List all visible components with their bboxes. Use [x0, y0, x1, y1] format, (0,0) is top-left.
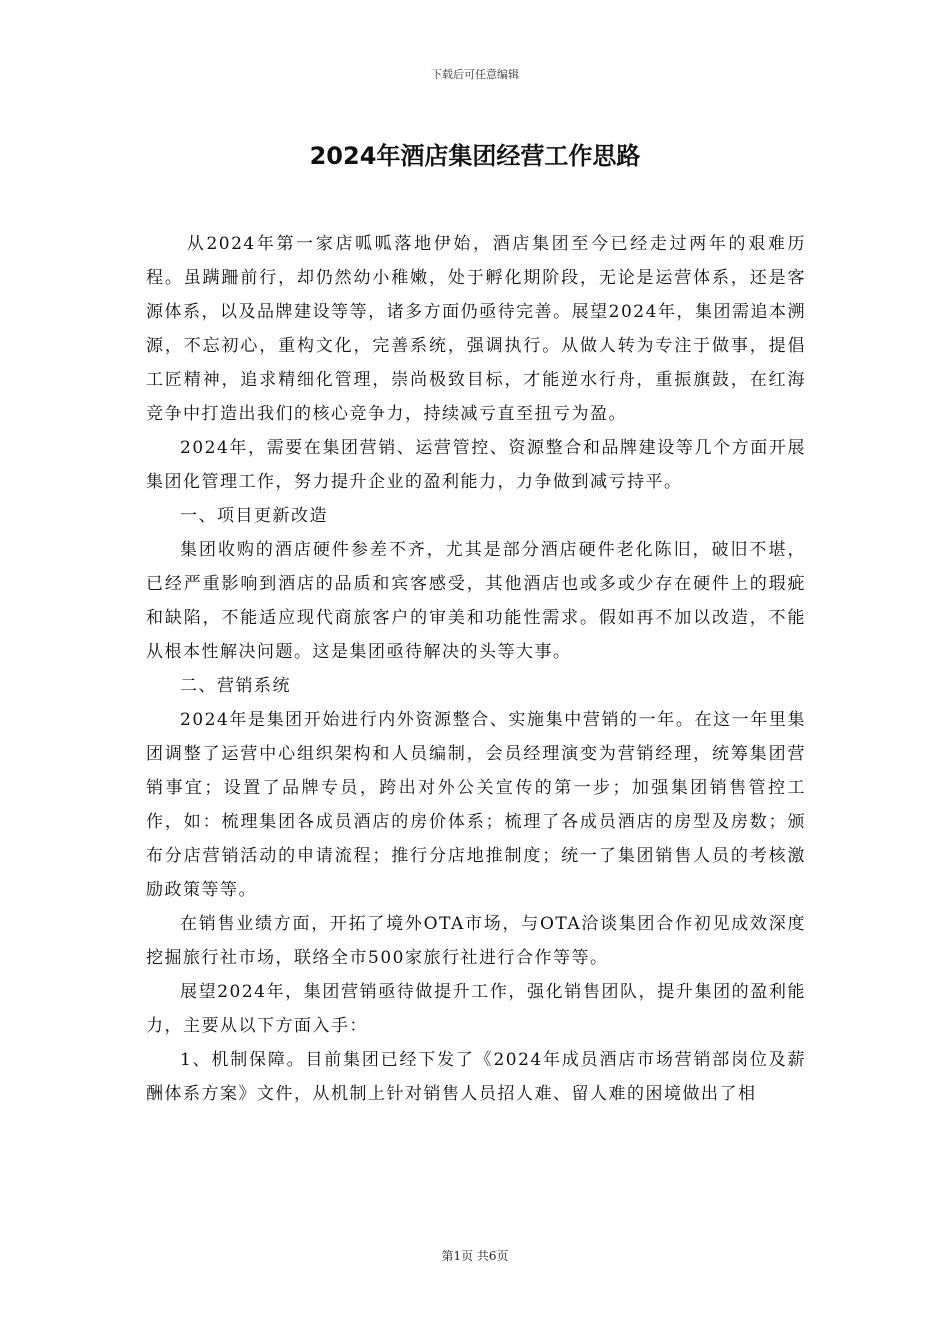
section-heading-marketing: 二、营销系统 — [180, 676, 291, 696]
document-title: 2024年酒店集团经营工作思路 — [309, 142, 641, 170]
section-heading-renovation: 一、项目更新改造 — [180, 506, 328, 526]
document-body — [146, 227, 806, 1111]
paragraph-marketing: 2024年是集团开始进行内外资源整合、实施集中营销的一年。在这一年里集团调整了运营中心组织架构和人员编制，会员经理演变为营销经理，统筹集团营销事宜；设置了品牌专员，跨出对外公关宣传的第一步；加强集团销售管控工作，如：梳理集团各成员酒店的房价体系；梳理了各成员酒店的房型及房数；颁布分店营销活动的申请流程；推行分店地推制度；统一了集团销售人员的考核激励政策等等。 — [146, 710, 806, 900]
page-number: 第1页 共6页 — [441, 1249, 509, 1263]
header-note: 下载后可任意编辑 — [431, 68, 519, 81]
paragraph-sales: 在销售业绩方面，开拓了境外OTA市场，与OTA洽谈集团合作初见成效深度挖掘旅行社市场，联络全市500家旅行社进行合作等等。 — [146, 914, 806, 968]
paragraph-mechanism: 1、机制保障。目前集团已经下发了《2024年成员酒店市场营销部岗位及薪酬体系方案》文件，从机制上针对销售人员招人难、留人难的困境做出了相 — [146, 1050, 806, 1104]
paragraph-overview: 2024年，需要在集团营销、运营管控、资源整合和品牌建设等几个方面开展集团化管理工作，努力提升企业的盈利能力，力争做到减亏持平。 — [146, 438, 806, 492]
paragraph-renovation: 集团收购的酒店硬件参差不齐，尤其是部分酒店硬件老化陈旧，破旧不堪，已经严重影响到酒店的品质和宾客感受，其他酒店也或多或少存在硬件上的瑕疵和缺陷，不能适应现代商旅客户的审美和功能性需求。假如再不加以改造，不能从根本性解决问题。这是集团亟待解决的头等大事。 — [146, 540, 806, 662]
paragraph-outlook: 展望2024年，集团营销亟待做提升工作，强化销售团队，提升集团的盈利能力，主要从以下方面入手： — [146, 982, 806, 1036]
paragraph-intro: 从2024年第一家店呱呱落地伊始，酒店集团至今已经走过两年的艰难历程。虽蹒跚前行，却仍然幼小稚嫩，处于孵化期阶段，无论是运营体系，还是客源体系，以及品牌建设等等，诸多方面仍亟待完善。展望2024年，集团需追本溯源，不忘初心，重构文化，完善系统，强调执行。从做人转为专注于做事，提倡工匠精神，追求精细化管理，崇尚极致目标，才能逆水行舟，重振旗鼓，在红海竞争中打造出我们的核心竞争力，持续减亏直至扭亏为盈。 — [146, 234, 806, 424]
